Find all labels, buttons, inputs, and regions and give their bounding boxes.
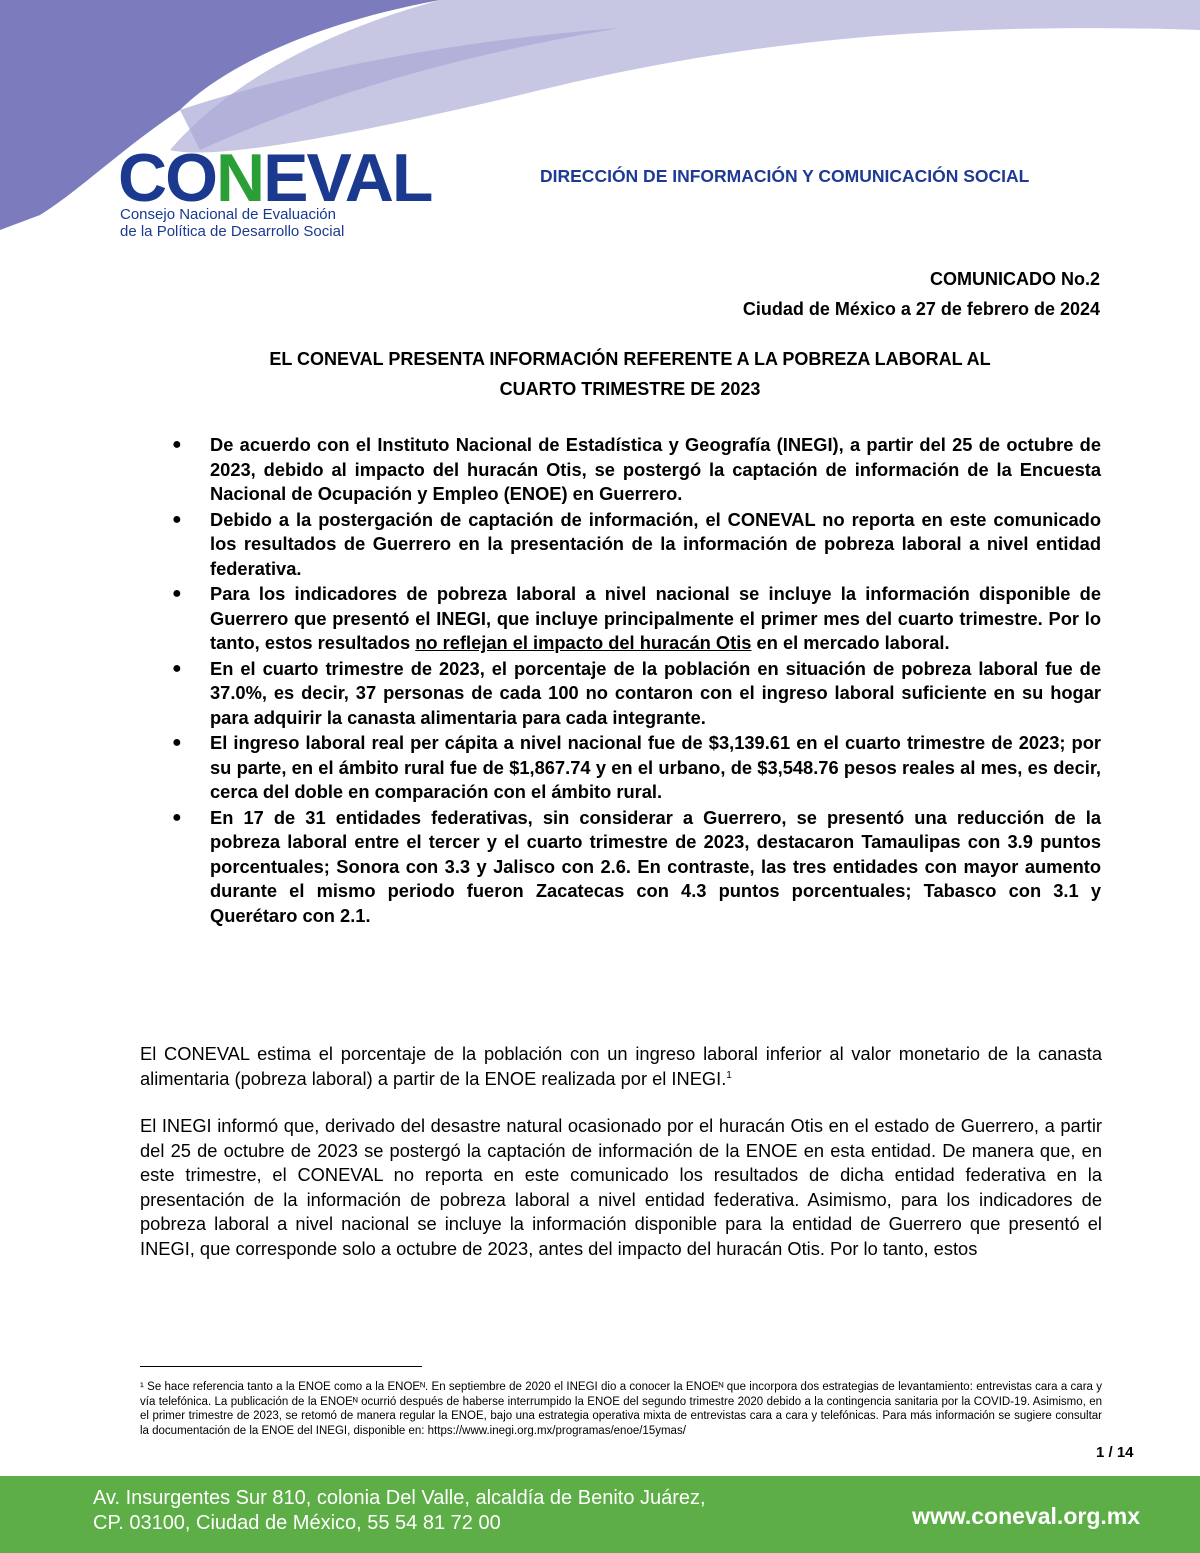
- footer-website-link[interactable]: www.coneval.org.mx: [912, 1503, 1140, 1529]
- page-number: 1 / 14: [1096, 1444, 1134, 1461]
- bullet-icon: ●: [172, 659, 182, 677]
- highlight-text: Para los indicadores de pobreza laboral a nivel nacional se incluye la información disponible de Guerrero que presentó el INEGI, que incluye principalmente el primer mes del cuarto trimestre. Por lo tanto, estos resultados: [210, 583, 1101, 653]
- logo-wordmark: CONEVAL: [118, 140, 432, 216]
- highlight-item: [172, 433, 1101, 507]
- highlight-text: De acuerdo con el Instituto Nacional de Estadística y Geografía (INEGI), a partir del 25 de octubre de 2023, debido al impacto del huracán Otis, se postergó la captación de información de la Encuesta Nacional de Ocupación y Empleo (ENOE) en Guerrero.: [210, 434, 1101, 504]
- communique-date: Ciudad de México a 27 de febrero de 2024: [742, 299, 1100, 319]
- highlight-text: En el cuarto trimestre de 2023, el porcentaje de la población en situación de pobreza laboral fue de 37.0%, es decir, 37 personas de cada 100 no contaron con el ingreso laboral suficiente en su hogar para adquirir la canasta alimentaria para cada integrante.: [210, 657, 1101, 728]
- highlight-text: En 17 de 31 entidades federativas, sin considerar a Guerrero, se presentó una reducción de la pobreza laboral entre el tercer y el cuarto trimestre de 2023, destacaron Tamaulipas con 3.9 puntos porcentuales; Sonora con 3.3 y Jalisco con 2.6. En contraste, las tres entidades con mayor aumento durante el mismo periodo fueron Zacatecas con 4.3 puntos porcentuales; Tabasco con 3.1 y Querétaro con 2.1.: [210, 806, 1101, 926]
- footer-address-line1: Av. Insurgentes Sur 810, colonia Del Valle, alcaldía de Benito Juárez,: [93, 1487, 706, 1509]
- highlight-text: en el mercado laboral.: [751, 632, 950, 653]
- footer-address-line2: CP. 03100, Ciudad de México, 55 54 81 72 00: [93, 1512, 501, 1534]
- body-paragraph-2: El INEGI informó que, derivado del desastre natural ocasionado por el huracán Otis en el estado de Guerrero, a partir del 25 de octubre de 2023 se postergó la captación de información de la ENOE en esta entidad. De manera que, en este trimestre, el CONEVAL no reporta en este comunicado los resultados de dicha entidad federativa en la presentación de la información de pobreza laboral a nivel entidad federativa. Asimismo, para los indicadores de pobreza laboral a nivel nacional se incluye la información disponible para la entidad de Guerrero que presentó el INEGI, que corresponde solo a octubre de 2023, antes del impacto del huracán Otis. Por lo tanto, estos: [140, 1115, 1102, 1259]
- highlight-item: [172, 582, 1101, 656]
- highlight-text: Debido a la postergación de captación de información, el CONEVAL no reporta en este comunicado los resultados de Guerrero en la presentación de la información de pobreza laboral a nivel entidad federativa.: [210, 508, 1101, 579]
- bullet-icon: ●: [172, 734, 182, 751]
- highlight-item: [172, 657, 1101, 731]
- bullet-icon: ●: [172, 585, 182, 602]
- footnote-reference[interactable]: 1: [726, 1069, 732, 1081]
- logo-subtitle: [120, 206, 344, 240]
- footer-address: [93, 1486, 706, 1536]
- highlight-item: [172, 806, 1101, 929]
- highlight-underlined-text: no reflejan el impacto del huracán Otis: [415, 632, 752, 653]
- paragraph-text: El CONEVAL estima el porcentaje de la población con un ingreso laboral inferior al valor monetario de la canasta alimentaria (pobreza laboral) a partir de la ENOE realizada por el INEGI.: [140, 1043, 1102, 1089]
- document-title: [140, 344, 1120, 404]
- footer-bar: [0, 1476, 1200, 1553]
- logo-subtitle-line2: de la Política de Desarrollo Social: [120, 223, 345, 240]
- coneval-logo: [118, 140, 432, 242]
- body-paragraph-1: [140, 1042, 1102, 1091]
- highlight-text: El ingreso laboral real per cápita a nivel nacional fue de $3,139.61 en el cuarto trimestre de 2023; por su parte, en el ámbito rural fue de $1,867.74 y en el urbano, de $3,548.76 pesos reales al mes, es decir, cerca del doble en comparación con el ámbito rural.: [210, 732, 1101, 802]
- bullet-icon: ●: [172, 436, 182, 453]
- highlight-item: [172, 731, 1101, 805]
- footnote-text: ¹ Se hace referencia tanto a la ENOE como a la ENOEᴺ. En septiembre de 2020 el INEGI dio a conocer la ENOEᴺ que incorpora dos estrategias de levantamiento: entrevistas cara a cara y vía telefónica. La publicación de la ENOEᴺ ocurrió después de haberse interrumpido la ENOE del segundo trimestre 2020 debido a la contingencia sanitaria por la COVID-19. Asimismo, en el primer trimestre de 2023, se retomó de manera regular la ENOE, bajo una estrategia operativa mixta de entrevistas cara a cara y telefónicas. Para más información se sugiere consultar la documentación de la ENOE del INEGI, disponible en: https://www.inegi.org.mx/programas/enoe/15ymas/: [140, 1381, 1102, 1437]
- communique-number: COMUNICADO No.2: [930, 269, 1100, 289]
- bullet-icon: ●: [172, 808, 182, 826]
- bullet-icon: ●: [172, 510, 182, 528]
- title-line2: CUARTO TRIMESTRE DE 2023: [499, 379, 761, 399]
- logo-subtitle-line1: Consejo Nacional de Evaluación: [120, 206, 336, 223]
- highlights-list: [172, 433, 1101, 929]
- title-line1: EL CONEVAL PRESENTA INFORMACIÓN REFERENTE A LA POBREZA LABORAL AL: [269, 349, 991, 369]
- department-heading: DIRECCIÓN DE INFORMACIÓN Y COMUNICACIÓN SOCIAL: [540, 166, 1030, 186]
- footnote-divider: [140, 1366, 422, 1367]
- highlight-item: [172, 508, 1101, 582]
